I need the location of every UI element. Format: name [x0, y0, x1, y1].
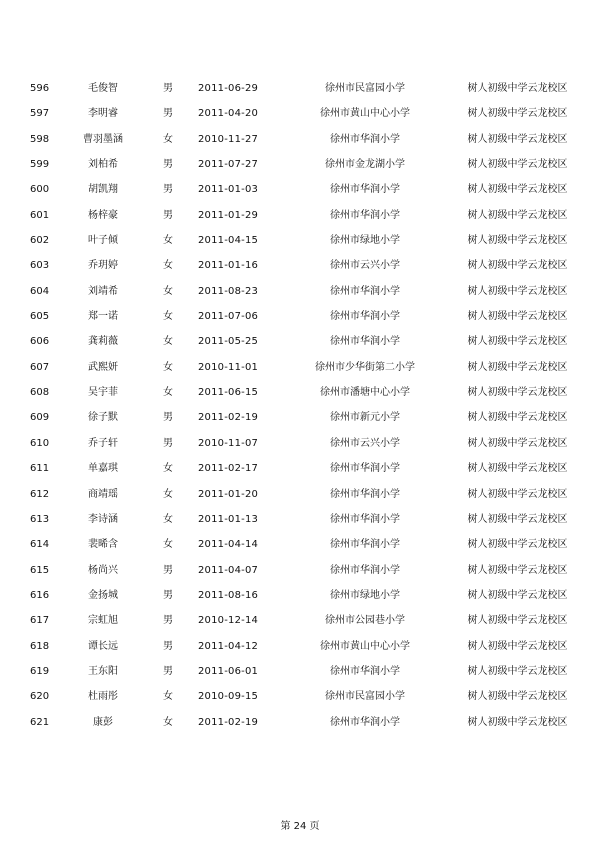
- student-gender: 男: [163, 665, 173, 677]
- primary-school: 徐州市华润小学: [330, 513, 400, 525]
- table-row: [0, 640, 600, 665]
- assigned-campus: 树人初级中学云龙校区: [467, 184, 568, 196]
- birth-date: 2010-09-15: [198, 691, 259, 703]
- row-number: 621: [30, 716, 50, 728]
- table-row: [0, 589, 600, 614]
- birth-date: 2011-06-15: [198, 387, 259, 399]
- student-name: 单嘉琪: [88, 463, 118, 475]
- student-name: 胡凯翔: [88, 184, 118, 196]
- table-row: [0, 335, 600, 360]
- student-name: 宗虹旭: [88, 615, 118, 627]
- row-number: 617: [30, 615, 50, 627]
- row-number: 600: [30, 184, 50, 196]
- assigned-campus: 树人初级中学云龙校区: [467, 235, 568, 247]
- primary-school: 徐州市黄山中心小学: [320, 640, 410, 652]
- birth-date: 2011-02-19: [198, 716, 259, 728]
- student-name: 商靖瑶: [88, 488, 118, 500]
- row-number: 598: [30, 133, 50, 145]
- table-row: [0, 716, 600, 741]
- primary-school: 徐州市公园巷小学: [325, 615, 405, 627]
- table-row: [0, 538, 600, 563]
- primary-school: 徐州市绿地小学: [330, 589, 400, 601]
- table-row: [0, 82, 600, 107]
- row-number: 601: [30, 209, 50, 221]
- student-name: 刘柏希: [88, 159, 118, 171]
- student-name: 谭长远: [88, 640, 118, 652]
- assigned-campus: 树人初级中学云龙校区: [467, 260, 568, 272]
- birth-date: 2011-04-07: [198, 564, 259, 576]
- student-name: 乔子轩: [88, 437, 118, 449]
- student-gender: 女: [163, 716, 173, 728]
- table-row: [0, 564, 600, 589]
- birth-date: 2011-01-13: [198, 513, 259, 525]
- primary-school: 徐州市华润小学: [330, 336, 400, 348]
- primary-school: 徐州市华润小学: [330, 184, 400, 196]
- student-gender: 男: [163, 437, 173, 449]
- assigned-campus: 树人初级中学云龙校区: [467, 336, 568, 348]
- row-number: 597: [30, 108, 50, 120]
- student-gender: 女: [163, 336, 173, 348]
- primary-school: 徐州市华润小学: [330, 488, 400, 500]
- table-row: [0, 386, 600, 411]
- row-number: 612: [30, 488, 50, 500]
- primary-school: 徐州市新元小学: [330, 412, 400, 424]
- row-number: 610: [30, 437, 50, 449]
- student-gender: 男: [163, 615, 173, 627]
- table-row: [0, 234, 600, 259]
- birth-date: 2011-06-01: [198, 665, 259, 677]
- primary-school: 徐州市民富园小学: [325, 691, 405, 703]
- page-number: 第 24 页: [280, 821, 320, 832]
- birth-date: 2011-01-20: [198, 488, 259, 500]
- student-gender: 女: [163, 539, 173, 551]
- row-number: 599: [30, 159, 50, 171]
- table-row: [0, 462, 600, 487]
- row-number: 606: [30, 336, 50, 348]
- birth-date: 2010-11-01: [198, 361, 259, 373]
- student-gender: 男: [163, 108, 173, 120]
- birth-date: 2011-02-17: [198, 463, 259, 475]
- primary-school: 徐州市华润小学: [330, 463, 400, 475]
- student-name: 吴宇菲: [88, 387, 118, 399]
- primary-school: 徐州市华润小学: [330, 539, 400, 551]
- student-gender: 男: [163, 159, 173, 171]
- table-row: [0, 310, 600, 335]
- student-name: 武熙妍: [88, 361, 118, 373]
- birth-date: 2011-04-12: [198, 640, 259, 652]
- assigned-campus: 树人初级中学云龙校区: [467, 133, 568, 145]
- student-name: 杨尚兴: [88, 564, 118, 576]
- birth-date: 2010-12-14: [198, 615, 259, 627]
- table-row: [0, 361, 600, 386]
- student-gender: 女: [163, 463, 173, 475]
- student-gender: 女: [163, 235, 173, 247]
- assigned-campus: 树人初级中学云龙校区: [467, 311, 568, 323]
- student-gender: 女: [163, 691, 173, 703]
- student-name: 杜雨彤: [88, 691, 118, 703]
- row-number: 608: [30, 387, 50, 399]
- student-name: 王东阳: [88, 665, 118, 677]
- primary-school: 徐州市华润小学: [330, 311, 400, 323]
- assigned-campus: 树人初级中学云龙校区: [467, 488, 568, 500]
- row-number: 611: [30, 463, 50, 475]
- table-row: [0, 614, 600, 639]
- birth-date: 2011-04-14: [198, 539, 259, 551]
- student-gender: 女: [163, 285, 173, 297]
- row-number: 607: [30, 361, 50, 373]
- student-name: 徐子默: [88, 412, 118, 424]
- student-gender: 男: [163, 184, 173, 196]
- assigned-campus: 树人初级中学云龙校区: [467, 716, 568, 728]
- table-row: [0, 158, 600, 183]
- birth-date: 2011-01-29: [198, 209, 259, 221]
- primary-school: 徐州市云兴小学: [330, 437, 400, 449]
- table-row: [0, 513, 600, 538]
- birth-date: 2011-07-27: [198, 159, 259, 171]
- table-row: [0, 488, 600, 513]
- table-row: [0, 665, 600, 690]
- row-number: 618: [30, 640, 50, 652]
- assigned-campus: 树人初级中学云龙校区: [467, 285, 568, 297]
- assigned-campus: 树人初级中学云龙校区: [467, 387, 568, 399]
- student-gender: 女: [163, 361, 173, 373]
- assigned-campus: 树人初级中学云龙校区: [467, 412, 568, 424]
- table-row: [0, 183, 600, 208]
- birth-date: 2011-01-03: [198, 184, 259, 196]
- assigned-campus: 树人初级中学云龙校区: [467, 564, 568, 576]
- birth-date: 2010-11-27: [198, 133, 259, 145]
- table-row: [0, 259, 600, 284]
- birth-date: 2011-02-19: [198, 412, 259, 424]
- birth-date: 2010-11-07: [198, 437, 259, 449]
- row-number: 620: [30, 691, 50, 703]
- assigned-campus: 树人初级中学云龙校区: [467, 437, 568, 449]
- primary-school: 徐州市华润小学: [330, 209, 400, 221]
- row-number: 616: [30, 589, 50, 601]
- row-number: 614: [30, 539, 50, 551]
- row-number: 609: [30, 412, 50, 424]
- primary-school: 徐州市华润小学: [330, 716, 400, 728]
- primary-school: 徐州市金龙湖小学: [325, 159, 405, 171]
- student-gender: 男: [163, 412, 173, 424]
- birth-date: 2011-06-29: [198, 83, 259, 94]
- table-row: [0, 133, 600, 158]
- primary-school: 徐州市华润小学: [330, 665, 400, 677]
- student-gender: 女: [163, 387, 173, 399]
- student-name: 乔玥婷: [88, 260, 118, 272]
- assigned-campus: 树人初级中学云龙校区: [467, 159, 568, 171]
- assigned-campus: 树人初级中学云龙校区: [467, 615, 568, 627]
- student-gender: 男: [163, 83, 173, 94]
- row-number: 615: [30, 564, 50, 576]
- student-name: 刘靖希: [88, 285, 118, 297]
- student-name: 叶子倾: [88, 235, 118, 247]
- student-gender: 女: [163, 133, 173, 145]
- table-row: [0, 411, 600, 436]
- row-number: 596: [30, 83, 50, 94]
- student-name: 杨梓豪: [88, 209, 118, 221]
- student-gender: 女: [163, 488, 173, 500]
- birth-date: 2011-08-16: [198, 589, 259, 601]
- student-name: 康彭: [93, 716, 113, 728]
- row-number: 605: [30, 311, 50, 323]
- row-number: 604: [30, 285, 50, 297]
- assigned-campus: 树人初级中学云龙校区: [467, 589, 568, 601]
- table-row: [0, 107, 600, 132]
- student-name: 毛俊智: [88, 83, 118, 94]
- birth-date: 2011-01-16: [198, 260, 259, 272]
- assigned-campus: 树人初级中学云龙校区: [467, 539, 568, 551]
- primary-school: 徐州市潘塘中心小学: [320, 387, 410, 399]
- student-name: 裴晞含: [88, 539, 118, 551]
- student-gender: 男: [163, 589, 173, 601]
- student-gender: 男: [163, 640, 173, 652]
- primary-school: 徐州市民富园小学: [325, 83, 405, 94]
- birth-date: 2011-08-23: [198, 285, 259, 297]
- assigned-campus: 树人初级中学云龙校区: [467, 691, 568, 703]
- assigned-campus: 树人初级中学云龙校区: [467, 665, 568, 677]
- assigned-campus: 树人初级中学云龙校区: [467, 361, 568, 373]
- table-row: [0, 437, 600, 462]
- assigned-campus: 树人初级中学云龙校区: [467, 513, 568, 525]
- primary-school: 徐州市华润小学: [330, 285, 400, 297]
- student-name: 龚莉薇: [88, 336, 118, 348]
- row-number: 603: [30, 260, 50, 272]
- student-name: 金扬城: [88, 589, 118, 601]
- assigned-campus: 树人初级中学云龙校区: [467, 209, 568, 221]
- assigned-campus: 树人初级中学云龙校区: [467, 463, 568, 475]
- student-gender: 男: [163, 564, 173, 576]
- assigned-campus: 树人初级中学云龙校区: [467, 640, 568, 652]
- primary-school: 徐州市少华街第二小学: [315, 361, 415, 373]
- primary-school: 徐州市云兴小学: [330, 260, 400, 272]
- row-number: 613: [30, 513, 50, 525]
- student-name: 李诗涵: [88, 513, 118, 525]
- assigned-campus: 树人初级中学云龙校区: [467, 108, 568, 120]
- birth-date: 2011-04-20: [198, 108, 259, 120]
- student-name: 李明睿: [88, 108, 118, 120]
- birth-date: 2011-04-15: [198, 235, 259, 247]
- student-name: 曹羽墨涵: [83, 133, 123, 145]
- student-gender: 男: [163, 209, 173, 221]
- table-row: [0, 285, 600, 310]
- table-row: [0, 690, 600, 715]
- primary-school: 徐州市华润小学: [330, 564, 400, 576]
- student-table: [0, 82, 600, 741]
- primary-school: 徐州市绿地小学: [330, 235, 400, 247]
- student-gender: 女: [163, 260, 173, 272]
- student-gender: 女: [163, 311, 173, 323]
- table-row: [0, 209, 600, 234]
- primary-school: 徐州市华润小学: [330, 133, 400, 145]
- student-gender: 女: [163, 513, 173, 525]
- assigned-campus: 树人初级中学云龙校区: [467, 83, 568, 94]
- primary-school: 徐州市黄山中心小学: [320, 108, 410, 120]
- student-name: 郑一诺: [88, 311, 118, 323]
- row-number: 602: [30, 235, 50, 247]
- birth-date: 2011-05-25: [198, 336, 259, 348]
- birth-date: 2011-07-06: [198, 311, 259, 323]
- row-number: 619: [30, 665, 50, 677]
